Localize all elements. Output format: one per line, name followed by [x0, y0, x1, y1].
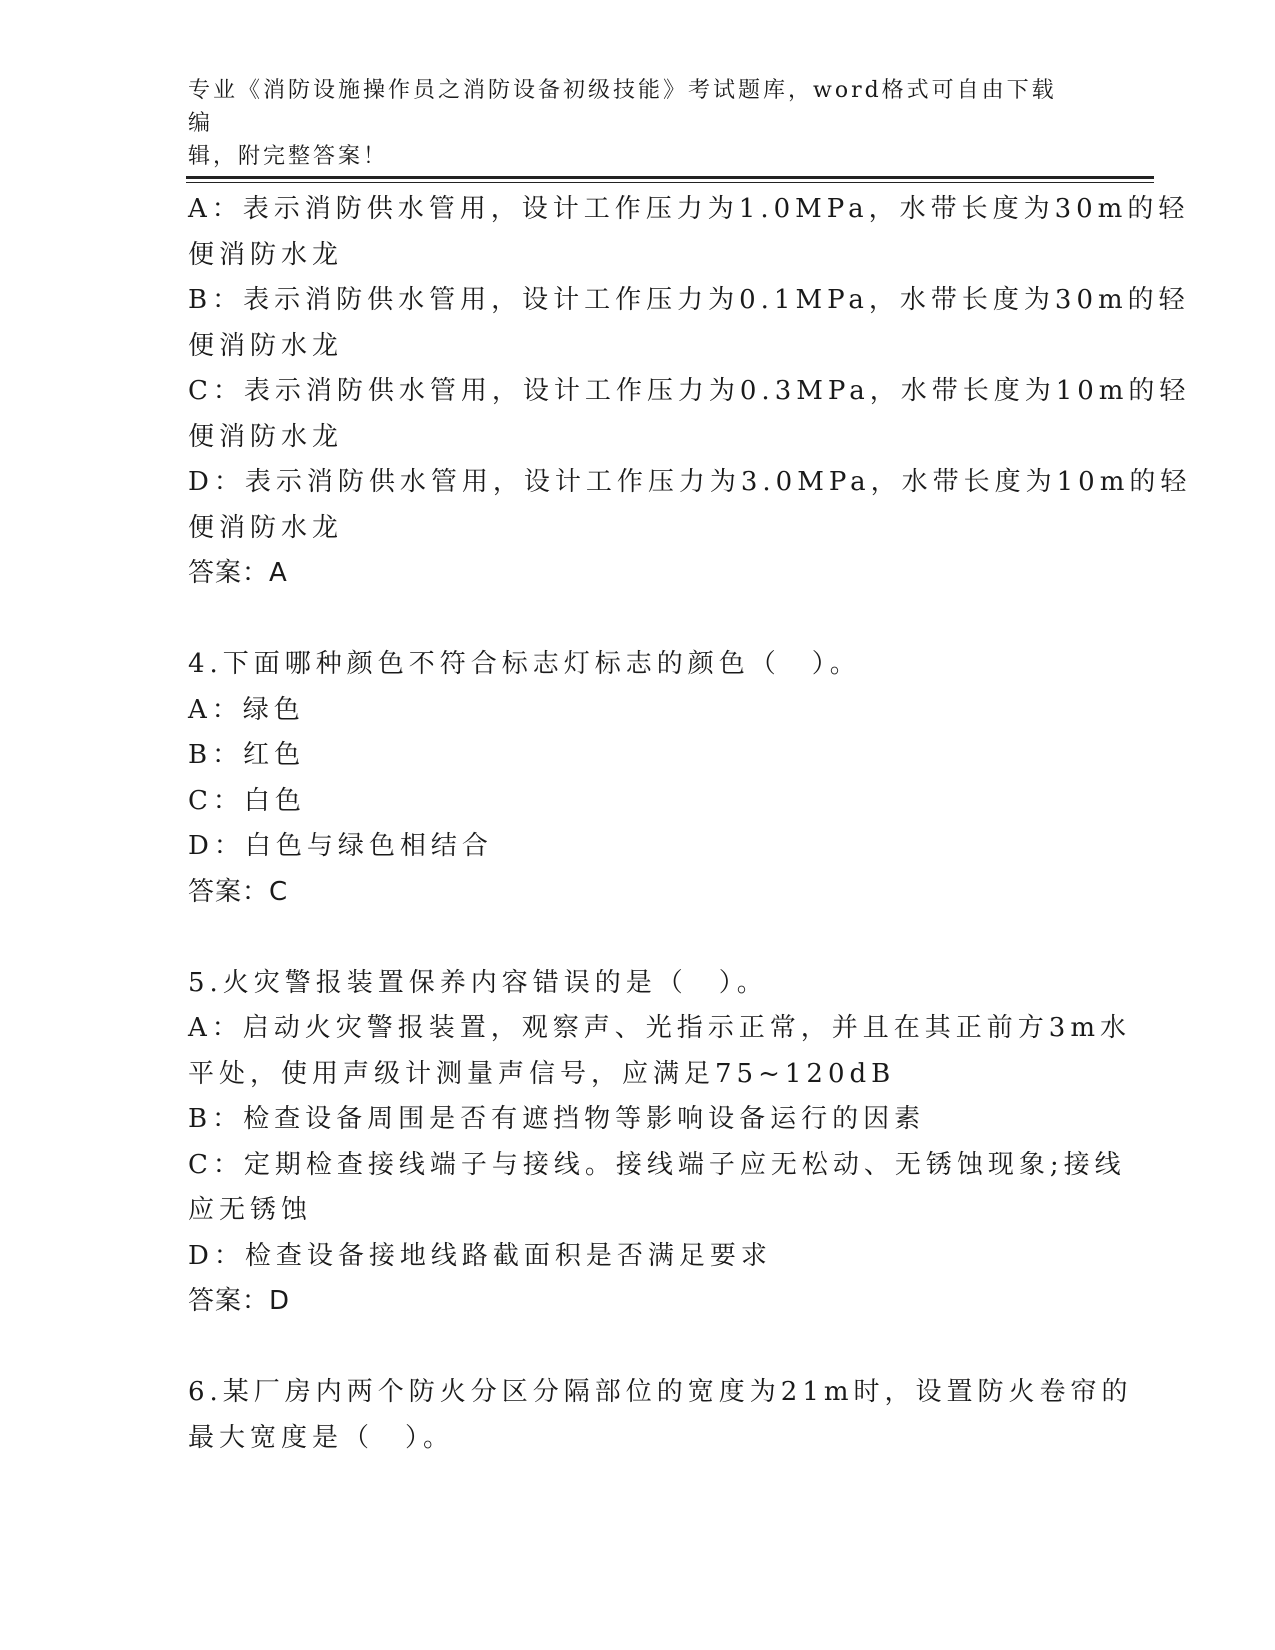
q4-option-d: D：白色与绿色相结合 — [188, 831, 493, 861]
q4-option-c: C：白色 — [188, 785, 306, 816]
header-divider-thick — [186, 176, 1154, 179]
q5-option-a-line-1: A：启动火灾警报装置，观察声、光指示正常，并且在其正前方3m水 — [188, 1013, 1131, 1043]
q3-option-b-line-2: 便消防水龙 — [188, 330, 344, 361]
question-content — [188, 187, 1192, 1461]
q5-option-a-line-2: 平处，使用声级计测量声信号，应满足75~120dB — [188, 1058, 896, 1089]
q3-option-d-line-1: D：表示消防供水管用，设计工作压力为3.0MPa，水带长度为10m的轻 — [188, 467, 1192, 497]
spacer — [188, 915, 1088, 961]
q5-option-d: D：检查设备接地线路截面积是否满足要求 — [188, 1240, 772, 1271]
q3-option-c-line-1: C：表示消防供水管用，设计工作压力为0.3MPa，水带长度为10m的轻 — [188, 376, 1191, 406]
q3-answer: 答案：A — [188, 558, 288, 588]
q5-option-c-line-1: C：定期检查接线端子与接线。接线端子应无松动、无锈蚀现象;接线 — [188, 1149, 1126, 1180]
q6-question-line-2: 最大宽度是（ ）。 — [188, 1422, 455, 1453]
spacer — [188, 1325, 1088, 1371]
q5-option-b: B：检查设备周围是否有遮挡物等影响设备运行的因素 — [188, 1104, 926, 1134]
q5-answer: 答案：D — [188, 1286, 291, 1316]
header-line-1: 专业《消防设施操作员之消防设备初级技能》考试题库，word格式可自由下载编 — [188, 78, 1057, 136]
q3-option-b-line-1: B：表示消防供水管用，设计工作压力为0.1MPa，水带长度为30m的轻 — [188, 285, 1190, 315]
q3-option-c-line-2: 便消防水龙 — [188, 421, 344, 452]
q4-answer: 答案：C — [188, 876, 289, 907]
q6-question-line-1: 6.某厂房内两个防火分区分隔部位的宽度为21m时，设置防火卷帘的 — [188, 1377, 1133, 1407]
q3-option-d-line-2: 便消防水龙 — [188, 512, 344, 543]
q5-question: 5.火灾警报装置保养内容错误的是（ ）。 — [188, 967, 768, 998]
spacer — [188, 597, 1088, 643]
q5-option-c-line-2: 应无锈蚀 — [188, 1195, 313, 1225]
document-header — [188, 74, 1068, 173]
q4-option-b: B：红色 — [188, 740, 306, 770]
q4-option-a: A：绿色 — [188, 694, 305, 725]
header-line-2: 辑，附完整答案！ — [188, 144, 389, 169]
q3-option-a-line-2: 便消防水龙 — [188, 239, 344, 270]
q4-question: 4.下面哪种颜色不符合标志灯标志的颜色（ ）。 — [188, 649, 861, 679]
q3-option-a-line-1: A：表示消防供水管用，设计工作压力为1.0MPa，水带长度为30m的轻 — [188, 194, 1190, 224]
header-divider-thin — [186, 182, 1154, 183]
